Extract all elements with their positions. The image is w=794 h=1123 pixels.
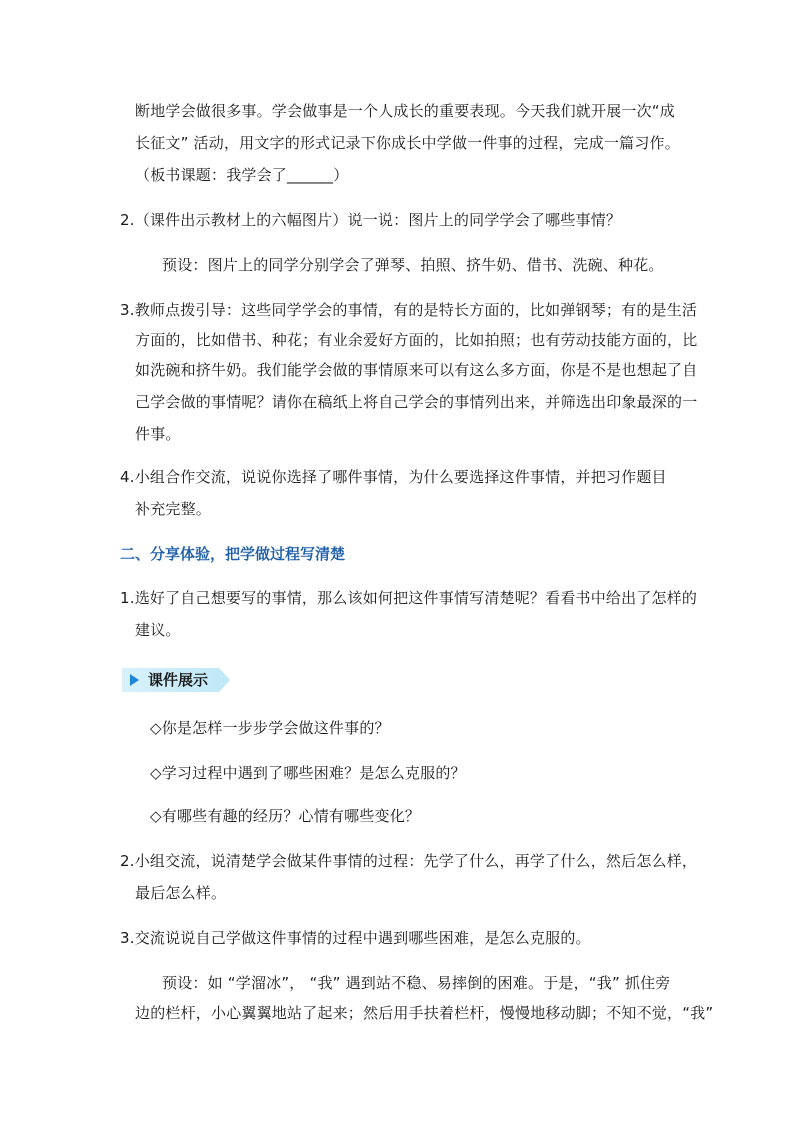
paragraph-line: 件事。 xyxy=(135,425,181,443)
courseware-tag-label: 课件展示 xyxy=(148,671,209,689)
paragraph-line: 最后怎么样。 xyxy=(135,884,227,902)
play-arrow-icon xyxy=(130,674,139,686)
list-item-3: 3.教师点拨引导：这些同学学会的事情，有的是特长方面的，比如弹钢琴；有的是生活 xyxy=(120,301,698,319)
bullet-item: ◇有哪些有趣的经历？心情有哪些变化？ xyxy=(150,807,421,825)
list-item-1: 1.选好了自己想要写的事情，那么该如何把这件事情写清楚呢？看看书中给出了怎样的 xyxy=(120,589,698,607)
paragraph-line: 己学会做的事情呢？请你在稿纸上将自己学会的事情列出来，并筛选出印象最深的一 xyxy=(135,393,698,411)
paragraph-line: 边的栏杆，小心翼翼地站了起来；然后用手扶着栏杆，慢慢地移动脚；不知不觉，“我” xyxy=(135,1004,714,1022)
paragraph-line: （板书课题：我学会了______） xyxy=(135,166,349,184)
paragraph-line: 如洗碗和挤牛奶。我们能学会做的事情原来可以有这么多方面，你是不是也想起了自 xyxy=(135,361,698,379)
list-item-4: 4.小组合作交流，说说你选择了哪件事情，为什么要选择这件事情，并把习作题目 xyxy=(120,468,667,486)
bullet-item: ◇你是怎样一步步学会做这件事的？ xyxy=(150,719,390,737)
section-heading: 二、分享体验，把学做过程写清楚 xyxy=(120,545,346,563)
paragraph-line: 断地学会做很多事。学会做事是一个人成长的重要表现。今天我们就开展一次“成 xyxy=(135,102,675,120)
list-item-2: 2.（课件出示教材上的六幅图片）说一说：图片上的同学学会了哪些事情？ xyxy=(120,211,622,229)
list-item-3: 3.交流说说自己学做这件事情的过程中遇到哪些困难，是怎么克服的。 xyxy=(120,929,591,947)
preset-answer: 预设：图片上的同学分别学会了弹琴、拍照、挤牛奶、借书、洗碗、种花。 xyxy=(162,256,664,274)
paragraph-line: 建议。 xyxy=(135,621,181,639)
bullet-item: ◇学习过程中遇到了哪些困难？是怎么克服的？ xyxy=(150,764,466,782)
paragraph-line: 补充完整。 xyxy=(135,500,212,518)
preset-answer: 预设：如 “学溜冰”， “我” 遇到站不稳、易摔倒的困难。于是，“我” 抓住旁 xyxy=(162,974,671,992)
paragraph-line: 方面的，比如借书、种花；有业余爱好方面的，比如拍照；也有劳动技能方面的，比 xyxy=(135,331,698,349)
paragraph-line: 长征文” 活动，用文字的形式记录下你成长中学做一件事的过程，完成一篇习作。 xyxy=(135,134,680,152)
list-item-2: 2.小组交流，说清楚学会做某件事情的过程：先学了什么，再学了什么，然后怎么样， xyxy=(120,852,698,870)
